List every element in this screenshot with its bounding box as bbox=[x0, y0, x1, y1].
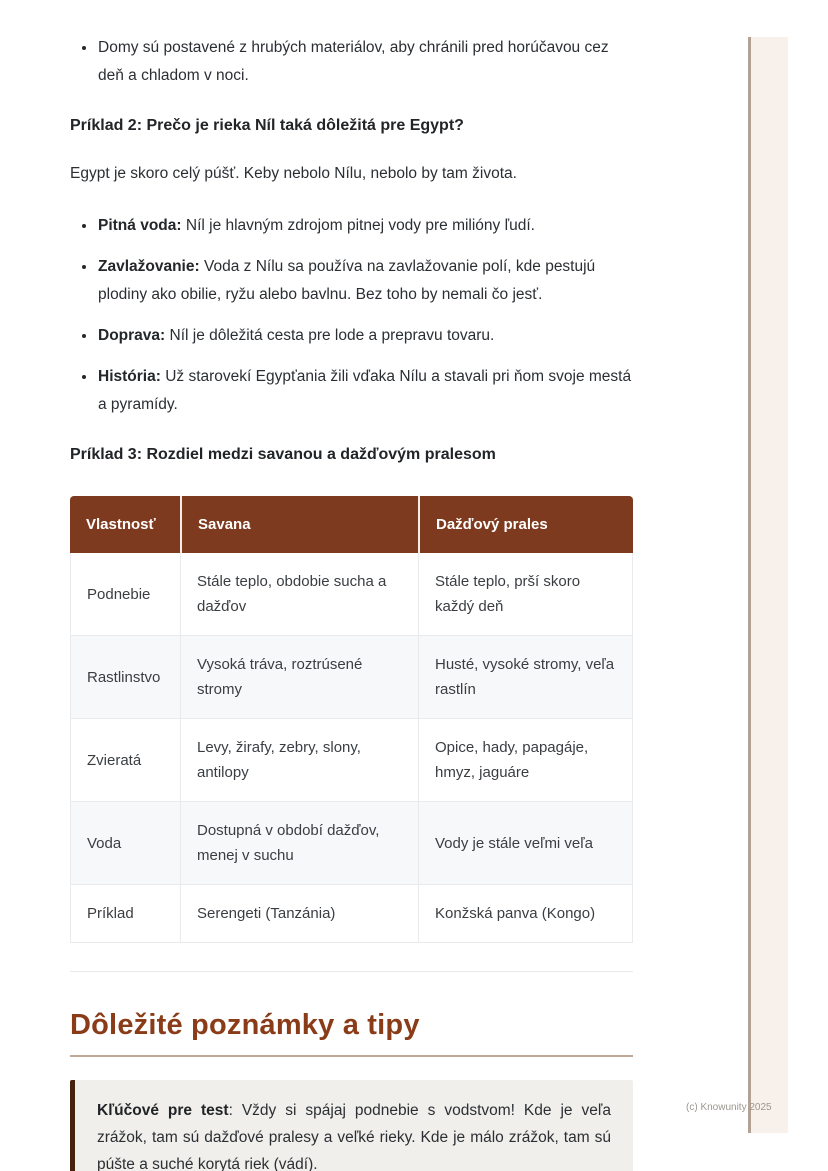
table-cell: Levy, žirafy, zebry, slony, antilopy bbox=[180, 719, 418, 802]
table-row bbox=[70, 553, 633, 636]
table-cell: Husté, vysoké stromy, veľa rastlín bbox=[418, 636, 633, 719]
list-item-text: Domy sú postavené z hrubých materiálov, aby chránili pred horúčavou cez deň a chladom v noci. bbox=[98, 39, 609, 84]
table-cell: Zvieratá bbox=[70, 719, 180, 802]
table-header-row bbox=[70, 496, 633, 553]
table-cell: Dostupná v období dažďov, menej v suchu bbox=[180, 802, 418, 885]
table-cell: Stále teplo, obdobie sucha a dažďov bbox=[180, 553, 418, 636]
table-cell: Príklad bbox=[70, 885, 180, 943]
list-item bbox=[97, 253, 633, 309]
list-item-text: Níl je dôležitá cesta pre lode a prepravu tovaru. bbox=[169, 327, 495, 344]
notes-heading-rule bbox=[70, 1055, 633, 1057]
key-test-callout bbox=[70, 1080, 633, 1171]
section-divider bbox=[70, 971, 633, 972]
document-content bbox=[70, 34, 633, 1171]
table-row bbox=[70, 885, 633, 943]
callout-lead: Kľúčové pre test bbox=[97, 1102, 229, 1119]
example3-heading: Príklad 3: Rozdiel medzi savanou a dažďovým pralesom bbox=[70, 446, 496, 463]
list-item-lead: Doprava: bbox=[98, 327, 166, 344]
table-cell: Rastlinstvo bbox=[70, 636, 180, 719]
callout-body: : Vždy si spájaj podnebie s vodstvom! Kde je veľa zrážok, tam sú dažďové pralesy a veľké rieky. Kde je málo zrážok, tam sú púšte a suché korytá riek (vádí). bbox=[97, 1102, 611, 1171]
table-row bbox=[70, 636, 633, 719]
table-cell: Podnebie bbox=[70, 553, 180, 636]
table-cell: Vysoká tráva, roztrúsené stromy bbox=[180, 636, 418, 719]
list-item-text: Níl je hlavným zdrojom pitnej vody pre milióny ľudí. bbox=[185, 217, 535, 234]
page-edge-strip bbox=[748, 37, 788, 1133]
table-header-cell: Savana bbox=[180, 496, 418, 553]
table-cell: Konžská panva (Kongo) bbox=[418, 885, 633, 943]
list-item bbox=[97, 363, 633, 419]
table-header-cell: Dažďový prales bbox=[418, 496, 633, 553]
list-item bbox=[97, 322, 633, 350]
table-row bbox=[70, 719, 633, 802]
intro-bullet-list bbox=[70, 34, 633, 90]
example2-bullet-list bbox=[70, 212, 633, 419]
list-item bbox=[97, 34, 633, 90]
list-item bbox=[97, 212, 633, 240]
callout-text bbox=[97, 1097, 611, 1171]
list-item-text: Voda z Nílu sa používa na zavlažovanie polí, kde pestujú plodiny ako obilie, ryžu alebo bavlnu. Bez toho by nemali čo jesť. bbox=[98, 258, 596, 303]
comparison-table bbox=[70, 496, 633, 943]
table-cell: Voda bbox=[70, 802, 180, 885]
table-row bbox=[70, 802, 633, 885]
list-item-lead: Zavlažovanie: bbox=[98, 258, 200, 275]
example2-intro: Egypt je skoro celý púšť. Keby nebolo Nílu, nebolo by tam života. bbox=[70, 165, 517, 182]
notes-section-heading: Dôležité poznámky a tipy bbox=[70, 1009, 420, 1041]
list-item-lead: Pitná voda: bbox=[98, 217, 182, 234]
table-cell: Opice, hady, papagáje, hmyz, jaguáre bbox=[418, 719, 633, 802]
table-header-cell: Vlastnosť bbox=[70, 496, 180, 553]
list-item-lead: História: bbox=[98, 368, 161, 385]
list-item-text: Už starovekí Egypťania žili vďaka Nílu a stavali pri ňom svoje mestá a pyramídy. bbox=[98, 368, 632, 413]
table-cell: Stále teplo, prší skoro každý deň bbox=[418, 553, 633, 636]
table-cell: Serengeti (Tanzánia) bbox=[180, 885, 418, 943]
example2-heading: Príklad 2: Prečo je rieka Níl taká dôležitá pre Egypt? bbox=[70, 117, 464, 134]
table-cell: Vody je stále veľmi veľa bbox=[418, 802, 633, 885]
knowunity-watermark: (c) Knowunity 2025 bbox=[686, 1102, 772, 1113]
